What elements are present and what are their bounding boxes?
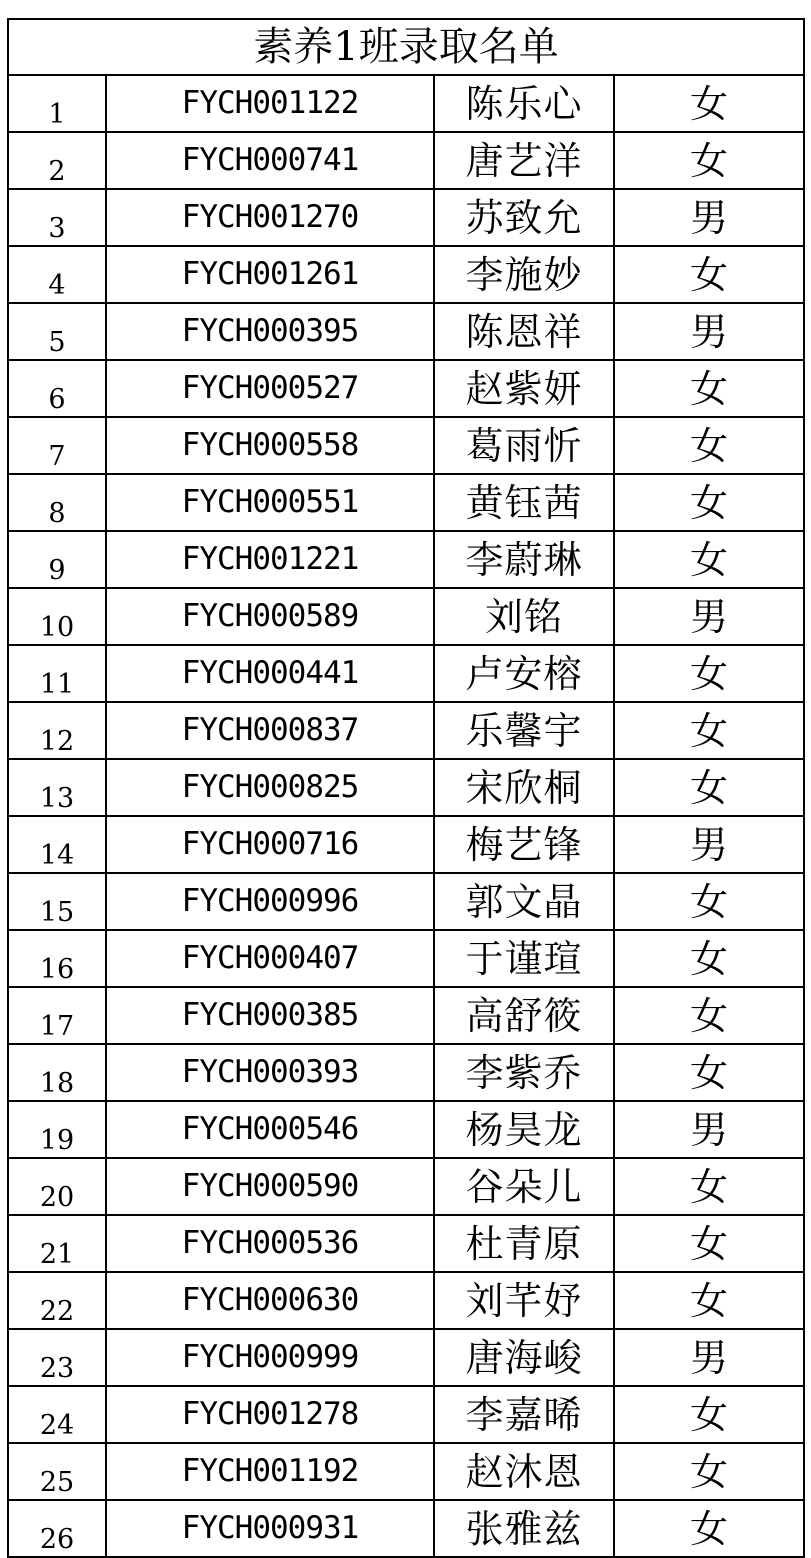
row-number: 18 [8,1044,106,1101]
row-number: 2 [8,132,106,189]
table-row [8,1272,804,1329]
student-name: 乐馨宇 [434,702,614,759]
student-gender: 女 [614,987,804,1044]
student-gender: 女 [614,930,804,987]
student-gender: 女 [614,873,804,930]
student-gender: 男 [614,189,804,246]
table-row [8,759,804,816]
applicant-id: FYCH001278 [106,1386,434,1443]
table-row [8,1329,804,1386]
student-gender: 男 [614,303,804,360]
student-name: 于谨瑄 [434,930,614,987]
applicant-id: FYCH000931 [106,1500,434,1557]
row-number: 12 [8,702,106,759]
applicant-id: FYCH000407 [106,930,434,987]
row-number: 14 [8,816,106,873]
applicant-id: FYCH000393 [106,1044,434,1101]
table-row [8,1101,804,1158]
table-row [8,816,804,873]
student-name: 李紫乔 [434,1044,614,1101]
row-number: 16 [8,930,106,987]
row-number: 17 [8,987,106,1044]
student-name: 赵沐恩 [434,1443,614,1500]
table-row [8,360,804,417]
applicant-id: FYCH000741 [106,132,434,189]
student-name: 张雅兹 [434,1500,614,1557]
applicant-id: FYCH001270 [106,189,434,246]
student-gender: 女 [614,1044,804,1101]
row-number: 6 [8,360,106,417]
row-number: 25 [8,1443,106,1500]
applicant-id: FYCH000825 [106,759,434,816]
student-name: 赵紫妍 [434,360,614,417]
student-gender: 女 [614,1386,804,1443]
applicant-id: FYCH001122 [106,75,434,132]
student-gender: 女 [614,1272,804,1329]
student-name: 唐艺洋 [434,132,614,189]
student-gender: 女 [614,1215,804,1272]
row-number: 5 [8,303,106,360]
student-name: 唐海峻 [434,1329,614,1386]
student-gender: 女 [614,132,804,189]
applicant-id: FYCH001261 [106,246,434,303]
row-number: 15 [8,873,106,930]
applicant-id: FYCH000551 [106,474,434,531]
table-row [8,303,804,360]
student-gender: 女 [614,75,804,132]
applicant-id: FYCH000837 [106,702,434,759]
table-row [8,1044,804,1101]
student-name: 卢安榕 [434,645,614,702]
applicant-id: FYCH001192 [106,1443,434,1500]
applicant-id: FYCH000589 [106,588,434,645]
applicant-id: FYCH001221 [106,531,434,588]
student-gender: 女 [614,246,804,303]
student-name: 郭文晶 [434,873,614,930]
row-number: 26 [8,1500,106,1557]
table-row [8,1443,804,1500]
student-name: 陈恩祥 [434,303,614,360]
row-number: 8 [8,474,106,531]
row-number: 24 [8,1386,106,1443]
table-row [8,645,804,702]
table-row [8,132,804,189]
row-number: 22 [8,1272,106,1329]
student-gender: 女 [614,702,804,759]
applicant-id: FYCH000716 [106,816,434,873]
table-row [8,588,804,645]
table-row [8,987,804,1044]
table-row [8,1386,804,1443]
table-row [8,930,804,987]
table-title: 素养1班录取名单 [8,19,804,75]
applicant-id: FYCH000630 [106,1272,434,1329]
student-gender: 女 [614,474,804,531]
row-number: 10 [8,588,106,645]
student-name: 李嘉晞 [434,1386,614,1443]
applicant-id: FYCH000558 [106,417,434,474]
row-number: 9 [8,531,106,588]
student-name: 李蔚琳 [434,531,614,588]
student-name: 陈乐心 [434,75,614,132]
student-name: 高舒筱 [434,987,614,1044]
student-name: 苏致允 [434,189,614,246]
applicant-id: FYCH000536 [106,1215,434,1272]
student-gender: 男 [614,816,804,873]
student-name: 黄钰茜 [434,474,614,531]
table-row [8,474,804,531]
row-number: 1 [8,75,106,132]
applicant-id: FYCH000546 [106,1101,434,1158]
table-row [8,531,804,588]
student-name: 梅艺锋 [434,816,614,873]
admission-list-table [7,18,805,1558]
row-number: 21 [8,1215,106,1272]
table-row [8,1500,804,1557]
table-row [8,1158,804,1215]
table-row [8,189,804,246]
applicant-id: FYCH000999 [106,1329,434,1386]
student-name: 杨昊龙 [434,1101,614,1158]
admission-list-body [8,19,804,1557]
student-gender: 女 [614,417,804,474]
student-gender: 女 [614,1443,804,1500]
student-gender: 女 [614,759,804,816]
table-row [8,1215,804,1272]
applicant-id: FYCH000441 [106,645,434,702]
student-gender: 女 [614,1158,804,1215]
student-gender: 男 [614,588,804,645]
student-name: 杜青原 [434,1215,614,1272]
student-name: 刘芊妤 [434,1272,614,1329]
title-row [8,19,804,75]
student-name: 宋欣桐 [434,759,614,816]
applicant-id: FYCH000395 [106,303,434,360]
row-number: 13 [8,759,106,816]
table-row [8,417,804,474]
table-row [8,75,804,132]
student-gender: 女 [614,360,804,417]
student-gender: 女 [614,645,804,702]
row-number: 20 [8,1158,106,1215]
row-number: 3 [8,189,106,246]
student-gender: 男 [614,1101,804,1158]
table-row [8,702,804,759]
row-number: 23 [8,1329,106,1386]
row-number: 19 [8,1101,106,1158]
student-name: 李施妙 [434,246,614,303]
applicant-id: FYCH000527 [106,360,434,417]
table-row [8,246,804,303]
student-name: 刘铭 [434,588,614,645]
applicant-id: FYCH000590 [106,1158,434,1215]
table-row [8,873,804,930]
student-gender: 女 [614,531,804,588]
student-gender: 女 [614,1500,804,1557]
student-gender: 男 [614,1329,804,1386]
applicant-id: FYCH000996 [106,873,434,930]
student-name: 谷朵儿 [434,1158,614,1215]
row-number: 11 [8,645,106,702]
student-name: 葛雨忻 [434,417,614,474]
row-number: 4 [8,246,106,303]
applicant-id: FYCH000385 [106,987,434,1044]
row-number: 7 [8,417,106,474]
